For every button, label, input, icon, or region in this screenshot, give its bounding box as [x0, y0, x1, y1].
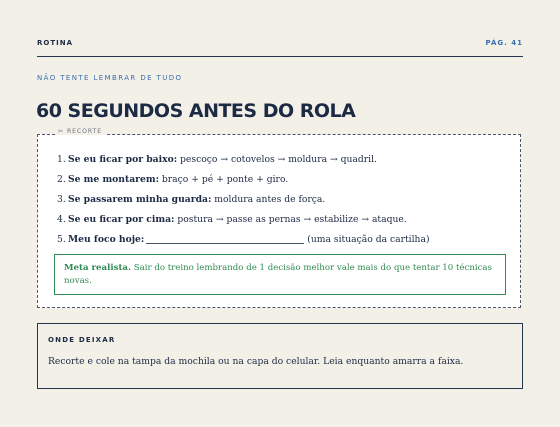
page-number: PÁG. 41 [485, 39, 523, 47]
section-label: ROTINA [37, 39, 73, 47]
cutout-card [37, 134, 521, 308]
list-item [57, 170, 507, 190]
page-header [37, 36, 523, 57]
item-key: Se me montarem: [68, 174, 159, 185]
list-item [57, 190, 507, 210]
goal-note-text: Sair do treino lembrando de 1 decisão melhor vale mais do que tentar 10 técnicas novas. [64, 263, 492, 286]
kicker: NÃO TENTE LEMBRAR DE TUDO [37, 74, 183, 82]
focus-blank-line[interactable] [146, 234, 304, 244]
item-text: postura → passe as pernas → estabilize → ataque. [174, 214, 407, 225]
goal-note-key: Meta realista. [64, 263, 131, 273]
goal-note [54, 254, 506, 295]
item-key: Se eu ficar por cima: [68, 214, 175, 225]
item-text: moldura antes de força. [211, 194, 326, 205]
item-text: braço + pé + ponte + giro. [158, 174, 289, 185]
item-number: 2. [57, 174, 66, 185]
tip-title: ONDE DEIXAR [48, 336, 116, 344]
item-number: 5. [57, 234, 66, 245]
item-text: pescoço → cotovelos → moldura → quadril. [177, 154, 377, 165]
item-key: Meu foco hoje: [68, 234, 145, 245]
tip-body: Recorte e cole na tampa da mochila ou na capa do celular. Leia enquanto amarra a faixa. [48, 356, 464, 367]
scissors-icon: ✂ [58, 128, 65, 135]
item-number: 3. [57, 194, 66, 205]
item-text: (uma situação da cartilha) [307, 234, 430, 245]
item-number: 1. [57, 154, 66, 165]
cutout-label [55, 128, 105, 135]
list-item [57, 150, 507, 170]
item-number: 4. [57, 214, 66, 225]
list-item [57, 230, 507, 250]
item-key: Se eu ficar por baixo: [68, 154, 178, 165]
page-title: 60 SEGUNDOS ANTES DO ROLA [36, 100, 356, 122]
cutout-label-text: RECORTE [66, 128, 103, 135]
item-key: Se passarem minha guarda: [68, 194, 212, 205]
checklist [57, 150, 507, 250]
list-item [57, 210, 507, 230]
tip-box [37, 323, 523, 389]
